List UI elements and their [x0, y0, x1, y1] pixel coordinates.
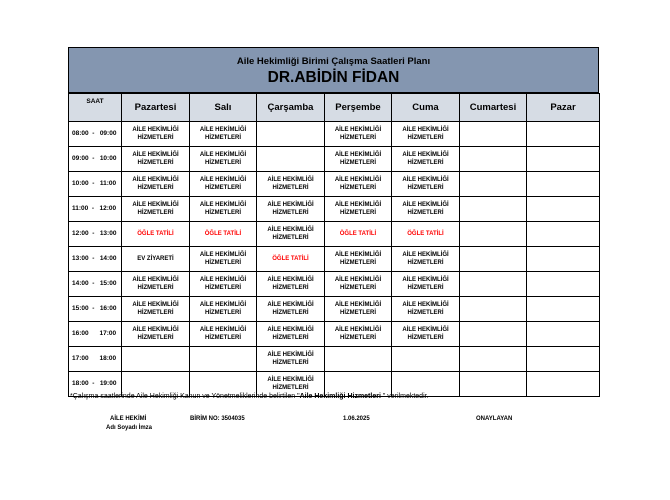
- schedule-cell: [257, 172, 325, 197]
- schedule-cell: [392, 147, 460, 172]
- cell-activity: AİLE HEKİMLİĞİ HİZMETLERİ: [334, 252, 382, 266]
- schedule-cell: [122, 322, 190, 347]
- schedule-cell: [257, 347, 325, 372]
- schedule-cell: [122, 172, 190, 197]
- schedule-cell: [392, 197, 460, 222]
- cell-activity: AİLE HEKİMLİĞİ HİZMETLERİ: [132, 202, 179, 216]
- schedule-cell: [460, 372, 527, 397]
- schedule-cell: [122, 197, 190, 222]
- schedule-cell: [460, 147, 527, 172]
- schedule-cell: [460, 322, 527, 347]
- footer-role: AİLE HEKİMİ: [110, 416, 147, 422]
- cell-activity: AİLE HEKİMLİĞİ HİZMETLERİ: [199, 152, 247, 166]
- cell-activity: AİLE HEKİMLİĞİ HİZMETLERİ: [199, 252, 247, 266]
- time-cell: 09:00 - 10:00: [69, 147, 122, 172]
- time-cell: 16:00 17:00: [69, 322, 122, 347]
- footer-approval: ONAYLAYAN: [476, 416, 513, 422]
- column-header-saat: SAAT: [69, 94, 122, 122]
- schedule-cell: [392, 322, 460, 347]
- schedule-cell: [190, 172, 257, 197]
- schedule-cell: [257, 297, 325, 322]
- cell-activity: AİLE HEKİMLİĞİ HİZMETLERİ: [402, 277, 449, 291]
- cell-activity: EV ZİYARETİ: [137, 256, 174, 262]
- cell-activity: AİLE HEKİMLİĞİ HİZMETLERİ: [267, 277, 314, 291]
- cell-activity: AİLE HEKİMLİĞİ HİZMETLERİ: [199, 202, 247, 216]
- cell-activity: AİLE HEKİMLİĞİ HİZMETLERİ: [334, 277, 382, 291]
- schedule-cell: [122, 222, 190, 247]
- schedule-cell: [325, 322, 392, 347]
- schedule-cell: [190, 147, 257, 172]
- cell-activity: AİLE HEKİMLİĞİ HİZMETLERİ: [199, 127, 247, 141]
- footnote-suffix: " verilmektedir.: [380, 393, 429, 400]
- footer-name-sign: Adı Soyadı İmza: [106, 425, 153, 431]
- schedule-cell: [527, 322, 600, 347]
- column-header-day: Pazartesi: [122, 94, 190, 122]
- column-header-day: Pazar: [527, 94, 600, 122]
- schedule-cell: [527, 197, 600, 222]
- schedule-cell: [392, 172, 460, 197]
- schedule-cell: [527, 272, 600, 297]
- cell-activity: AİLE HEKİMLİĞİ HİZMETLERİ: [334, 202, 382, 216]
- cell-activity: AİLE HEKİMLİĞİ HİZMETLERİ: [402, 302, 449, 316]
- footer-unit: BİRİM NO: 3504035: [190, 416, 245, 422]
- schedule-cell: [190, 197, 257, 222]
- schedule-cell: [257, 322, 325, 347]
- schedule-cell: [460, 172, 527, 197]
- cell-activity: AİLE HEKİMLİĞİ HİZMETLERİ: [199, 302, 247, 316]
- cell-activity: AİLE HEKİMLİĞİ HİZMETLERİ: [334, 327, 382, 341]
- schedule-cell: [325, 272, 392, 297]
- footer-date: 1.06.2025: [343, 416, 370, 422]
- schedule-cell: [527, 147, 600, 172]
- schedule-row: [69, 322, 600, 347]
- cell-activity: ÖĞLE TATİLİ: [204, 231, 242, 237]
- schedule-row: [69, 347, 600, 372]
- time-cell: 14:00 - 15:00: [69, 272, 122, 297]
- cell-activity: AİLE HEKİMLİĞİ HİZMETLERİ: [402, 177, 449, 191]
- schedule-cell: [460, 122, 527, 147]
- schedule-cell: [190, 247, 257, 272]
- schedule-cell: [325, 147, 392, 172]
- cell-activity: AİLE HEKİMLİĞİ HİZMETLERİ: [334, 127, 382, 141]
- schedule-cell: [257, 222, 325, 247]
- schedule-cell: [122, 147, 190, 172]
- schedule-cell: [527, 222, 600, 247]
- schedule-sheet: [68, 47, 599, 397]
- schedule-cell: [190, 322, 257, 347]
- cell-activity: AİLE HEKİMLİĞİ HİZMETLERİ: [402, 152, 449, 166]
- time-cell: 10:00 - 11:00: [69, 172, 122, 197]
- column-header-day: Salı: [190, 94, 257, 122]
- schedule-cell: [257, 272, 325, 297]
- schedule-cell: [190, 272, 257, 297]
- time-cell: 12:00 - 13:00: [69, 222, 122, 247]
- schedule-cell: [460, 297, 527, 322]
- schedule-cell: [122, 272, 190, 297]
- cell-activity: AİLE HEKİMLİĞİ HİZMETLERİ: [132, 277, 179, 291]
- cell-activity: ÖĞLE TATİLİ: [137, 231, 174, 237]
- schedule-cell: [392, 272, 460, 297]
- schedule-cell: [460, 222, 527, 247]
- schedule-cell: [392, 297, 460, 322]
- cell-activity: AİLE HEKİMLİĞİ HİZMETLERİ: [267, 202, 314, 216]
- time-cell: 08:00 - 09:00: [69, 122, 122, 147]
- cell-activity: AİLE HEKİMLİĞİ HİZMETLERİ: [267, 327, 314, 341]
- footnote-prefix: *Çalışma saatlerinde Aile Hekimliği Kanun ve Yönetmeliklerinde belirtilen ": [70, 393, 300, 400]
- time-cell: 15:00 - 16:00: [69, 297, 122, 322]
- cell-activity: AİLE HEKİMLİĞİ HİZMETLERİ: [132, 127, 179, 141]
- schedule-cell: [257, 147, 325, 172]
- column-header-day: Cumartesi: [460, 94, 527, 122]
- cell-activity: ÖĞLE TATİLİ: [407, 231, 444, 237]
- schedule-cell: [190, 347, 257, 372]
- cell-activity: AİLE HEKİMLİĞİ HİZMETLERİ: [267, 227, 314, 241]
- cell-activity: AİLE HEKİMLİĞİ HİZMETLERİ: [402, 252, 449, 266]
- schedule-cell: [325, 172, 392, 197]
- schedule-table: [68, 93, 600, 397]
- time-cell: 13:00 - 14:00: [69, 247, 122, 272]
- schedule-cell: [122, 247, 190, 272]
- doctor-name: DR.ABİDİN FİDAN: [267, 69, 400, 86]
- schedule-cell: [460, 197, 527, 222]
- plan-subtitle: Aile Hekimliği Birimi Çalışma Saatleri Planı: [236, 56, 431, 67]
- cell-activity: AİLE HEKİMLİĞİ HİZMETLERİ: [132, 327, 179, 341]
- schedule-cell: [325, 197, 392, 222]
- cell-activity: AİLE HEKİMLİĞİ HİZMETLERİ: [199, 277, 247, 291]
- cell-activity: AİLE HEKİMLİĞİ HİZMETLERİ: [267, 352, 314, 366]
- cell-activity: AİLE HEKİMLİĞİ HİZMETLERİ: [402, 127, 449, 141]
- schedule-row: [69, 222, 600, 247]
- cell-activity: AİLE HEKİMLİĞİ HİZMETLERİ: [402, 202, 449, 216]
- schedule-cell: [257, 122, 325, 147]
- schedule-cell: [122, 297, 190, 322]
- schedule-cell: [392, 347, 460, 372]
- time-cell: 17:00 18:00: [69, 347, 122, 372]
- title-banner: [68, 47, 599, 93]
- cell-activity: AİLE HEKİMLİĞİ HİZMETLERİ: [334, 177, 382, 191]
- time-cell: 18:00 - 19:00: [69, 372, 122, 397]
- schedule-cell: [527, 347, 600, 372]
- cell-activity: AİLE HEKİMLİĞİ HİZMETLERİ: [199, 327, 247, 341]
- header-row: [69, 94, 600, 122]
- schedule-cell: [460, 347, 527, 372]
- cell-activity: ÖĞLE TATİLİ: [272, 256, 309, 262]
- schedule-row: [69, 197, 600, 222]
- schedule-cell: [190, 222, 257, 247]
- footnote: [70, 393, 429, 400]
- schedule-cell: [527, 297, 600, 322]
- schedule-cell: [460, 272, 527, 297]
- cell-activity: AİLE HEKİMLİĞİ HİZMETLERİ: [267, 177, 314, 191]
- schedule-cell: [122, 347, 190, 372]
- cell-activity: AİLE HEKİMLİĞİ HİZMETLERİ: [132, 302, 179, 316]
- cell-activity: AİLE HEKİMLİĞİ HİZMETLERİ: [267, 302, 314, 316]
- schedule-cell: [190, 122, 257, 147]
- schedule-cell: [325, 347, 392, 372]
- cell-activity: AİLE HEKİMLİĞİ HİZMETLERİ: [132, 152, 179, 166]
- schedule-cell: [190, 297, 257, 322]
- schedule-cell: [460, 247, 527, 272]
- cell-activity: AİLE HEKİMLİĞİ HİZMETLERİ: [132, 177, 179, 191]
- cell-activity: AİLE HEKİMLİĞİ HİZMETLERİ: [402, 327, 449, 341]
- schedule-cell: [527, 372, 600, 397]
- cell-activity: AİLE HEKİMLİĞİ HİZMETLERİ: [334, 302, 382, 316]
- schedule-row: [69, 147, 600, 172]
- time-cell: 11:00 - 12:00: [69, 197, 122, 222]
- schedule-row: [69, 172, 600, 197]
- schedule-cell: [527, 172, 600, 197]
- footnote-bold: Aile Hekimliği Hizmetleri: [299, 393, 381, 400]
- schedule-row: [69, 297, 600, 322]
- schedule-cell: [122, 122, 190, 147]
- schedule-cell: [325, 222, 392, 247]
- cell-activity: ÖĞLE TATİLİ: [339, 231, 377, 237]
- schedule-cell: [392, 122, 460, 147]
- schedule-cell: [392, 247, 460, 272]
- schedule-row: [69, 272, 600, 297]
- column-header-day: Perşembe: [325, 94, 392, 122]
- column-header-day: Çarşamba: [257, 94, 325, 122]
- schedule-cell: [392, 222, 460, 247]
- cell-activity: AİLE HEKİMLİĞİ HİZMETLERİ: [267, 377, 314, 391]
- schedule-body: [69, 122, 600, 397]
- schedule-cell: [257, 247, 325, 272]
- schedule-cell: [325, 122, 392, 147]
- column-header-day: Cuma: [392, 94, 460, 122]
- schedule-row: [69, 122, 600, 147]
- schedule-row: [69, 247, 600, 272]
- schedule-cell: [325, 247, 392, 272]
- schedule-cell: [257, 197, 325, 222]
- schedule-cell: [527, 122, 600, 147]
- schedule-cell: [527, 247, 600, 272]
- cell-activity: AİLE HEKİMLİĞİ HİZMETLERİ: [334, 152, 382, 166]
- schedule-cell: [325, 297, 392, 322]
- cell-activity: AİLE HEKİMLİĞİ HİZMETLERİ: [199, 177, 247, 191]
